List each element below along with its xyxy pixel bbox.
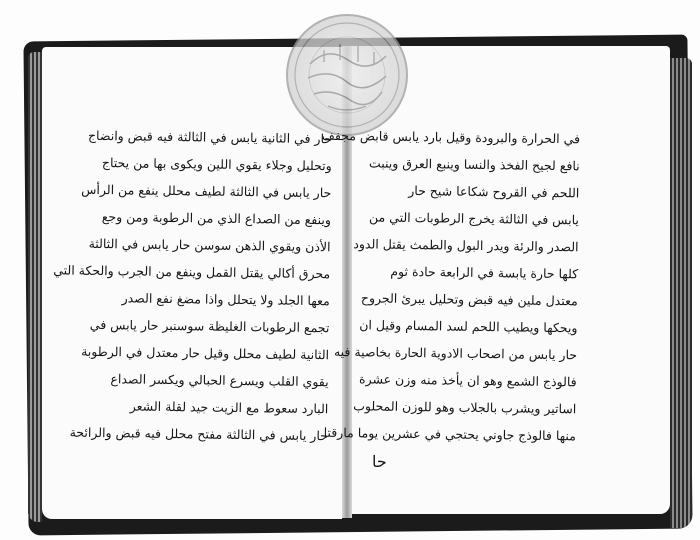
left-page-text <box>53 123 333 449</box>
manuscript-line: حار في الثانية يابس في الثالثة فيه قبض وانضاج <box>87 127 333 147</box>
manuscript-line: حار يابس في الثالثة مفتح محلل فيه قبض والرائحة <box>69 424 329 444</box>
manuscript-line: الأذن ويقوي الذهن سوسن حار يابس في الثالثة <box>88 235 331 255</box>
manuscript-line: وينفع من الصداع الذي من الرطوبة ومن وجع <box>101 209 332 228</box>
manuscript-line: يقوي القلب ويسرع الحبالي ويكسر الصداع <box>110 371 329 390</box>
manuscript-line: وتحليل وجلاء يقوي اللين ويكوى بها من يحتاج <box>101 155 332 174</box>
manuscript-line: في الحرارة والبرودة وقيل بارد يابس قابض مجفف <box>321 127 581 147</box>
manuscript-line: معها الجلد ولا يتحلل واذا مضغ نفع الصدر <box>121 290 330 309</box>
manuscript-line: كلها حارة يابسة في الرابعة حادة ثوم <box>390 263 579 282</box>
manuscript-line: معتدل ملين فيه قبض وتحليل يبرئ الجروح <box>360 290 578 309</box>
right-page-text <box>321 123 581 450</box>
library-seal-stamp <box>286 14 408 136</box>
manuscript-line: الصدر والرئة ويدر البول والطمث يقتل الدود <box>353 236 579 255</box>
manuscript-line: ويحكها ويطيب اللحم لسد المسام وقيل ان <box>359 317 578 336</box>
left-page-edge <box>28 52 42 522</box>
manuscript-line: اساتير ويشرب بالجلاب وهو للوزن المحلوب <box>353 398 577 417</box>
manuscript-line: الثانية لطيف محلل وقيل حار معتدل في الرطوبة <box>81 343 330 363</box>
manuscript-line: تجمع الرطوبات الغليظة سوسنبر حار يابس في <box>89 316 330 336</box>
manuscript-line: منها فالوذج جاوني يحتجي في عشرين يوما مارقتا <box>323 424 577 444</box>
manuscript-line: نافع لجيح الفخذ والنسا وينبع العرق وينبت <box>368 155 580 174</box>
manuscript-line: حار يابس من اصحاب الادوية الحارة بخاصية فيه <box>333 343 578 363</box>
manuscript-line: اللحم في القروح شكاعا شيح حار <box>408 182 580 201</box>
manuscript-line: فالوذج الشمع وهو ان يأخذ منه وزن عشرة <box>358 371 577 390</box>
manuscript-line: محرق أكالي يقتل القمل وينفع من الجرب والحكة التي <box>53 262 331 282</box>
manuscript-line: البارد سعوط مع الزيت جيد لقلة الشعر <box>129 398 329 417</box>
right-page-edge <box>670 58 692 528</box>
manuscript-line: يابس في الثالثة يخرج الرطوبات التي من <box>368 209 580 228</box>
manuscript-line: حار يابس في الثالثة لطيف محلل ينفع من الرأس <box>81 181 332 201</box>
folio-number: حا <box>372 452 387 471</box>
